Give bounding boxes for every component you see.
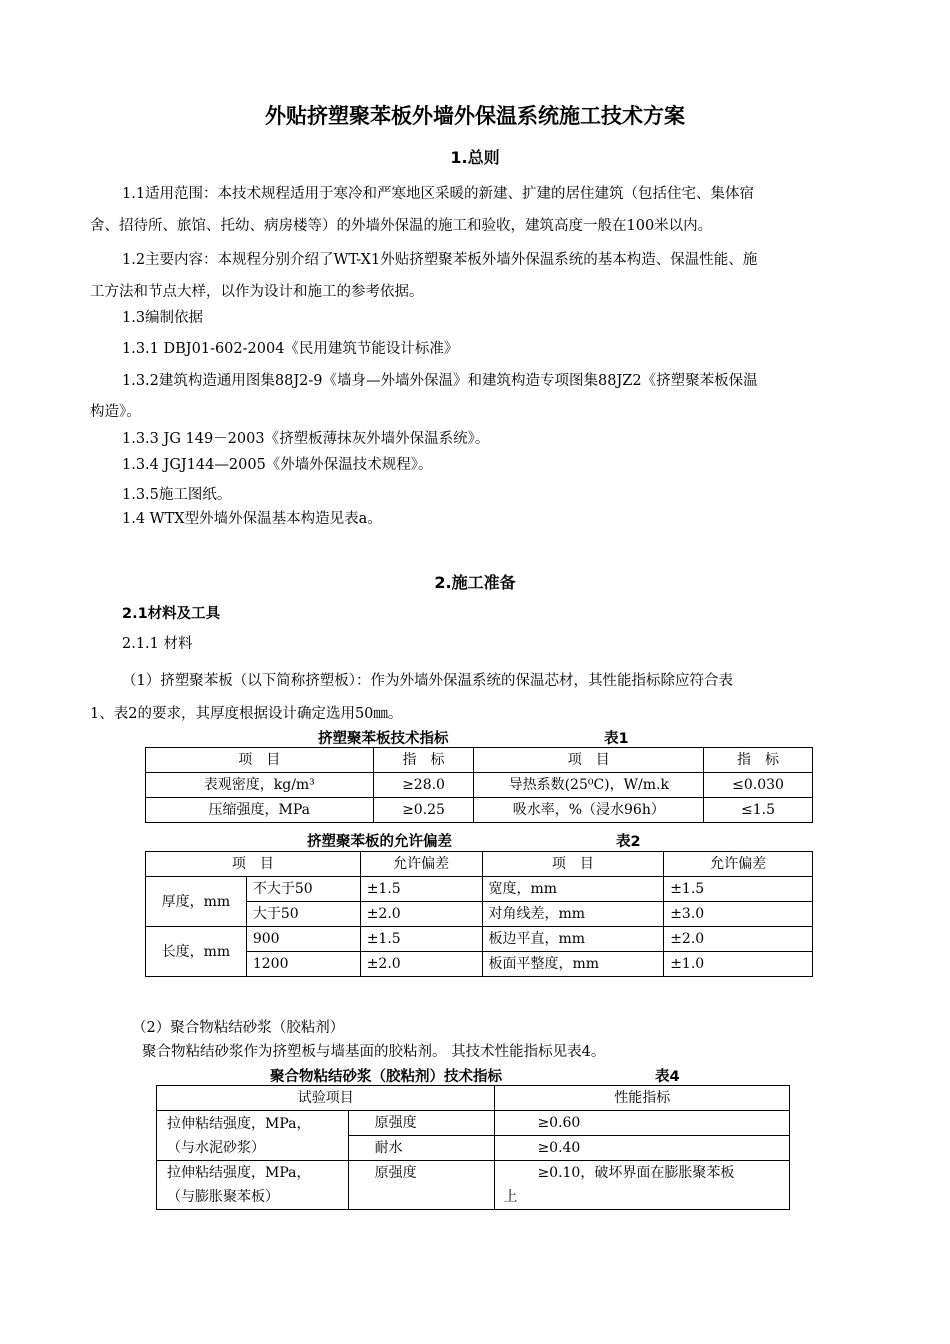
table1-header-cell: 指 标: [704, 748, 813, 773]
table1: [145, 747, 813, 823]
table4-caption: 聚合物粘结砂浆（胶粘剂）技术指标: [270, 1069, 502, 1085]
table-row: [146, 773, 813, 798]
table1-number: 表1: [604, 731, 629, 747]
table1-header-cell: 项 目: [474, 748, 704, 773]
table1-caption: 挤塑聚苯板技术指标: [318, 731, 449, 747]
table2-cell: 大于50: [246, 902, 360, 927]
table4-cell-line1: ≥0.10，破坏界面在膨胀聚苯板: [537, 1165, 735, 1181]
table2-cell: ±2.0: [360, 902, 482, 927]
table2-cell: ±1.0: [664, 952, 813, 977]
material-1-line1: （1）挤塑聚苯板（以下简称挤塑板）：作为外墙外保温系统的保温芯材，其性能指标除应符合表: [122, 673, 733, 689]
table2-cell: ±1.5: [664, 877, 813, 902]
table2-caption: 挤塑聚苯板的允许偏差: [307, 834, 452, 850]
table2-group-thickness: 厚度，mm: [146, 877, 247, 927]
table4: [156, 1085, 790, 1210]
table-row: [146, 877, 813, 902]
subsection-2-1-heading: 2.1材料及工具: [122, 606, 221, 622]
table2-cell: ±1.5: [360, 927, 482, 952]
table1-cell: 压缩强度，MPa: [146, 798, 374, 823]
table1-cell: ≤1.5: [704, 798, 813, 823]
subsection-2-1-1-heading: 2.1.1 材料: [122, 636, 193, 652]
para-1-3-1: 1.3.1 DBJ01-602-2004《民用建筑节能设计标准》: [122, 341, 459, 357]
table1-cell: ≥0.25: [373, 798, 474, 823]
table2-header-cell: 允许偏差: [360, 852, 482, 877]
table4-cell: 原强度: [348, 1161, 495, 1210]
table4-cell-line2: 上: [503, 1189, 518, 1205]
table-row: [146, 952, 813, 977]
material-2-description: 聚合物粘结砂浆作为挤塑板与墙基面的胶粘剂。 其技术性能指标见表4。: [142, 1044, 606, 1060]
table2-cell: 板边平直，mm: [482, 927, 664, 952]
table2-cell: ±3.0: [664, 902, 813, 927]
table4-group-cement-line2: （与水泥砂浆）: [167, 1139, 265, 1156]
para-1-1-line2: 舍、招待所、旅馆、托幼、病房楼等）的外墙外保温的施工和验收，建筑高度一般在100米以内。: [90, 218, 713, 234]
table2-header-row: [146, 852, 813, 877]
table4-header-cell: 性能指标: [495, 1086, 790, 1111]
table-row: [157, 1161, 790, 1210]
table-row: [157, 1111, 790, 1136]
table1-cell: 表观密度，kg/m³: [146, 773, 374, 798]
table4-group-eps: [157, 1161, 349, 1210]
table4-group-eps-line2: （与膨胀聚苯板）: [167, 1189, 279, 1205]
table1-cell: 导热系数(25⁰C)，W/m.k: [474, 773, 704, 798]
table-row: [146, 927, 813, 952]
para-1-3-3: 1.3.3 JG 149－2003《挤塑板薄抹灰外墙外保温系统》。: [122, 431, 490, 447]
section-1-heading: 1.总则: [450, 148, 500, 167]
table-row: [146, 902, 813, 927]
table1-header-row: [146, 748, 813, 773]
para-1-1-line1: 1.1适用范围：本技术规程适用于寒冷和严寒地区采暖的新建、扩建的居住建筑（包括住宅、集体宿: [122, 186, 755, 202]
table2-header-cell: 允许偏差: [664, 852, 813, 877]
document-title: 外贴挤塑聚苯板外墙外保温系统施工技术方案: [265, 104, 685, 128]
table-row: [146, 798, 813, 823]
table2-cell: ±2.0: [664, 927, 813, 952]
table4-group-eps-line1: 拉伸粘结强度，MPa，: [167, 1165, 311, 1181]
table4-header-cell: 试验项目: [157, 1086, 495, 1111]
table4-cell: ≥0.40: [495, 1136, 790, 1161]
para-1-3-4: 1.3.4 JGJ144—2005《外墙外保温技术规程》。: [122, 457, 433, 473]
table1-cell: ≥28.0: [373, 773, 474, 798]
para-1-3-2-line1: 1.3.2建筑构造通用图集88J2-9《墙身—外墙外保温》和建筑构造专项图集88JZ2《挤塑聚苯板保温: [122, 373, 758, 389]
table2: [145, 851, 813, 977]
table2-cell: 对角线差，mm: [482, 902, 664, 927]
section-2-heading: 2.施工准备: [434, 573, 516, 592]
para-1-4: 1.4 WTX型外墙外保温基本构造见表a。: [122, 511, 382, 527]
table2-header-cell: 项 目: [482, 852, 664, 877]
table2-cell: 宽度，mm: [482, 877, 664, 902]
table4-cell: 耐水: [348, 1136, 495, 1161]
para-1-3: 1.3编制依据: [122, 310, 204, 326]
table1-header-cell: 指 标: [373, 748, 474, 773]
table2-cell: 1200: [246, 952, 360, 977]
para-1-3-2-line2: 构造》。: [90, 404, 141, 420]
para-1-3-5: 1.3.5施工图纸。: [122, 487, 232, 503]
table4-number: 表4: [655, 1069, 680, 1085]
table4-cell: 原强度: [348, 1111, 495, 1136]
table4-group-cement-line1: 拉伸粘结强度，MPa，: [167, 1115, 311, 1132]
table2-group-length: 长度，mm: [146, 927, 247, 977]
table1-cell: ≤0.030: [704, 773, 813, 798]
table2-cell: 板面平整度，mm: [482, 952, 664, 977]
table1-cell: 吸水率，%（浸水96h）: [474, 798, 704, 823]
table4-cell: ≥0.60: [495, 1111, 790, 1136]
table2-number: 表2: [616, 834, 641, 850]
table4-cell-multiline: [495, 1161, 790, 1210]
material-1-line2: 1、表2的要求，其厚度根据设计确定选用50㎜。: [90, 706, 403, 722]
table4-group-cement: [157, 1111, 349, 1161]
table4-header-row: [157, 1086, 790, 1111]
table2-cell: 900: [246, 927, 360, 952]
para-1-2-line1: 1.2主要内容：本规程分别介绍了WT-X1外贴挤塑聚苯板外墙外保温系统的基本构造、保温性能、施: [122, 252, 758, 268]
para-1-2-line2: 工方法和节点大样，以作为设计和施工的参考依据。: [90, 284, 424, 300]
material-2-heading: （2）聚合物粘结砂浆（胶粘剂）: [132, 1020, 345, 1036]
table2-header-cell: 项 目: [146, 852, 361, 877]
table1-header-cell: 项 目: [146, 748, 374, 773]
table2-cell: ±1.5: [360, 877, 482, 902]
table2-cell: ±2.0: [360, 952, 482, 977]
table2-cell: 不大于50: [246, 877, 360, 902]
